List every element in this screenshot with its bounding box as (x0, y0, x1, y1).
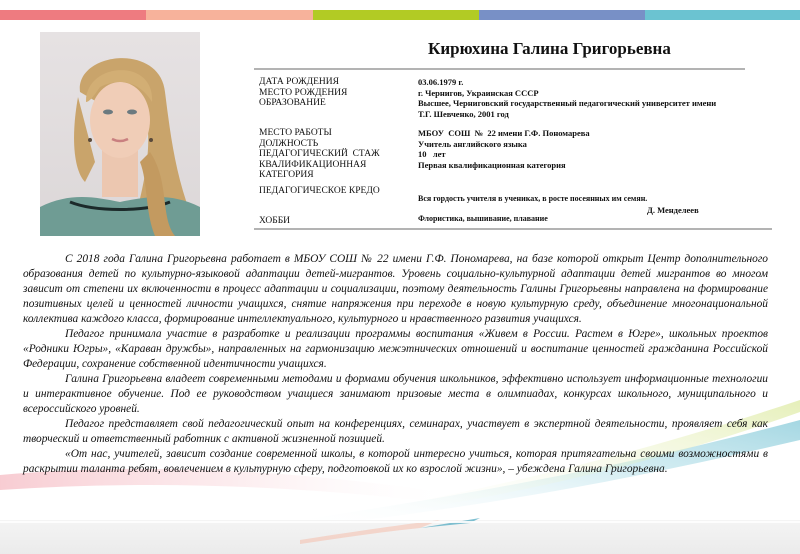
paragraph: Галина Григорьевна владеет современными методами и формами обучения школьников, эффективно использует информационные технологии и интерактивное обучение. Под ее руководством учащиеся занимают призовые места в олимпиадах, конкурсах школьного, муниципального и всероссийского уровней. (23, 373, 768, 415)
color-stripe-header (0, 10, 800, 20)
stripe-segment-blue (479, 10, 645, 20)
paragraph: Педагог представляет свой педагогический опыт на конференциях, семинарах, участвует в экспертной деятельности, проявляет себя как творческий и ответственный работник с активной жизненной позицией. (23, 418, 768, 445)
info-value: Вся гордость учителя в учениках, в росте посеянных им семян. (418, 194, 648, 203)
credo-author: Д. Менделеев (647, 205, 699, 215)
info-label: ПЕДАГОГИЧЕСКОЕ КРЕДО (259, 186, 380, 196)
info-label: ОБРАЗОВАНИЕ (259, 98, 326, 108)
info-value: 03.06.1979 г. (418, 77, 464, 87)
info-value-continued: Т.Г. Шевченко, 2001 год (418, 108, 509, 119)
portrait-photo (40, 32, 200, 236)
info-value: г. Чернигов, Украинская СССР (418, 87, 539, 98)
paragraph: Педагог принимала участие в разработке и реализации программы воспитания «Живем в России. Растем в Югре», школьных проектов «Родники Югры», «Караван дружбы», направленных на гармонизацию межэтнических отношений и воспитание ценностей гражданина Российской Федерации, сохранение собственной идентичности учащихся. (23, 328, 768, 370)
info-value: 10 лет (418, 149, 446, 159)
stripe-segment-green (313, 10, 479, 20)
info-label: ДОЛЖНОСТЬ (259, 138, 319, 149)
bottom-divider (254, 228, 772, 230)
info-label: КВАЛИФИКАЦИОННАЯ (259, 159, 367, 170)
info-value: Учитель английского языка (418, 138, 527, 149)
info-label: МЕСТО РАБОТЫ (259, 128, 332, 138)
biography-text (23, 252, 768, 477)
info-label: МЕСТО РОЖДЕНИЯ (259, 87, 348, 98)
info-value: Флористика, вышивание, плавание (418, 214, 548, 223)
info-label-continued: КАТЕГОРИЯ (259, 170, 314, 180)
stripe-segment-salmon (146, 10, 313, 20)
portrait-illustration (40, 32, 200, 236)
info-value: МБОУ СОШ № 22 имени Г.Ф. Пономарева (418, 128, 590, 138)
info-label: ПЕДАГОГИЧЕСКИЙ СТАЖ (259, 149, 380, 159)
info-label: ХОББИ (259, 216, 291, 226)
stripe-segment-cyan (645, 10, 800, 20)
info-value: Высшее, Черниговский государственный педагогический университет имени (418, 98, 717, 108)
info-value: Первая квалификационная категория (418, 159, 566, 170)
info-label: ДАТА РОЖДЕНИЯ (259, 77, 339, 87)
top-divider (254, 68, 745, 70)
paragraph: С 2018 года Галина Григорьевна работает в МБОУ СОШ № 22 имени Г.Ф. Пономарева, на базе которой открыт Центр дополнительного образования детей по культурно-языковой адаптации детей-мигрантов. Уровень социально-культурной адаптации детей мигрантов во многом зависит от степени их включенности в процесс адаптации и социализации, поэтому деятельность Галины Григорьевны направлена на формирование позитивных целей и ценностей личности учащихся, снятие напряжения при переходе в новую культурную среду, объединение многонациональной коллектива каждого класса, формирование интеллектуального, культурного и нравственного развития учащихся. (23, 253, 768, 325)
paragraph-quote: «От нас, учителей, зависит создание современной школы, в которой интересно учиться, которая притягательна своими возможностями в раскрытии таланта ребят, вовлечением в культурную сферу, подготовкой их ко взрослой жизни», – убеждена Галина Григорьевна. (23, 448, 768, 475)
teacher-name-heading: Кирюхина Галина Григорьевна (428, 39, 671, 58)
stripe-segment-red (0, 10, 146, 20)
